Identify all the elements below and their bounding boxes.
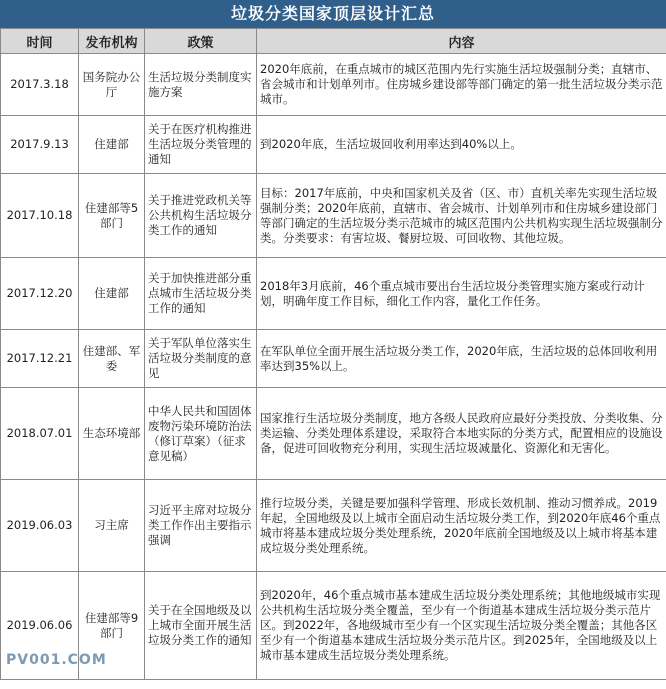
cell-time: 2017.10.18 bbox=[1, 174, 79, 258]
table-row bbox=[1, 54, 666, 116]
table-row bbox=[1, 330, 666, 388]
table-row bbox=[1, 258, 666, 330]
cell-content: 2018年3月底前，46个重点城市要出台生活垃圾分类管理实施方案或行动计划，明确年度工作目标，细化工作内容，量化工作任务。 bbox=[257, 258, 666, 330]
cell-policy: 关于加快推进部分重点城市生活垃圾分类工作的通知 bbox=[145, 258, 257, 330]
table-row bbox=[1, 174, 666, 258]
cell-time: 2017.12.21 bbox=[1, 330, 79, 388]
cell-time: 2017.9.13 bbox=[1, 116, 79, 174]
header-policy: 政策 bbox=[145, 29, 257, 54]
cell-org: 习主席 bbox=[79, 480, 145, 572]
cell-org: 住建部等9部门 bbox=[79, 572, 145, 680]
cell-policy: 习近平主席对垃圾分类工作作出主要指示强调 bbox=[145, 480, 257, 572]
cell-time: 2019.06.06 bbox=[1, 572, 79, 680]
cell-content: 国家推行生活垃圾分类制度，地方各级人民政府应最好分类投放、分类收集、分类运输、分类处理体系建设，采取符合本地实际的分类方式，配置相应的设施设备，促进可回收物充分利用，实现生活垃圾减量化、资源化和无害化。 bbox=[257, 388, 666, 480]
table-title: 垃圾分类国家顶层设计汇总 bbox=[0, 0, 666, 28]
table-row bbox=[1, 480, 666, 572]
cell-time: 2019.06.03 bbox=[1, 480, 79, 572]
cell-policy: 生活垃圾分类制度实施方案 bbox=[145, 54, 257, 116]
cell-org: 住建部 bbox=[79, 258, 145, 330]
cell-time: 2017.3.18 bbox=[1, 54, 79, 116]
cell-time: 2017.12.20 bbox=[1, 258, 79, 330]
cell-org: 住建部、军委 bbox=[79, 330, 145, 388]
header-time: 时间 bbox=[1, 29, 79, 54]
header-org: 发布机构 bbox=[79, 29, 145, 54]
cell-policy: 关于在全国地级及以上城市全面开展生活垃圾分类工作的通知 bbox=[145, 572, 257, 680]
cell-time: 2018.07.01 bbox=[1, 388, 79, 480]
policy-table bbox=[0, 28, 666, 680]
cell-content: 目标：2017年底前，中央和国家机关及省（区、市）直机关率先实现生活垃圾强制分类；2020年底前，直辖市、省会城市、计划单列市和住房城乡建设部门等部门确定的生活垃圾分类示范城市的城区范围内公共机构实现生活垃圾强制分类。分类要求：有害垃圾、餐厨垃圾、可回收物、其他垃圾。 bbox=[257, 174, 666, 258]
table-row bbox=[1, 388, 666, 480]
table-row bbox=[1, 116, 666, 174]
cell-content: 到2020年底，生活垃圾回收利用率达到40%以上。 bbox=[257, 116, 666, 174]
cell-org: 国务院办公厅 bbox=[79, 54, 145, 116]
cell-policy: 关于军队单位落实生活垃圾分类制度的意见 bbox=[145, 330, 257, 388]
cell-content: 2020年底前，在重点城市的城区范围内先行实施生活垃圾强制分类；直辖市、省会城市和计划单列市。住房城乡建设部等部门确定的第一批生活垃圾分类示范城市。 bbox=[257, 54, 666, 116]
cell-policy: 中华人民共和国固体废物污染环境防治法（修订草案）（征求意见稿） bbox=[145, 388, 257, 480]
header-content: 内容 bbox=[257, 29, 666, 54]
cell-policy: 关于推进党政机关等公共机构生活垃圾分类工作的通知 bbox=[145, 174, 257, 258]
cell-org: 住建部 bbox=[79, 116, 145, 174]
header-row bbox=[1, 29, 666, 54]
cell-org: 住建部等5部门 bbox=[79, 174, 145, 258]
cell-content: 推行垃圾分类，关键是要加强科学管理、形成长效机制、推动习惯养成。2019年起，全国地级及以上城市全面启动生活垃圾分类工作，到2020年底46个重点城市将基本建成垃圾分类处理系统，2020年底前全国地级及以上城市将基本建成垃圾分类处理系统。 bbox=[257, 480, 666, 572]
watermark: PV001.COM bbox=[6, 652, 107, 668]
cell-org: 生态环境部 bbox=[79, 388, 145, 480]
cell-content: 在军队单位全面开展生活垃圾分类工作，2020年底，生活垃圾的总体回收利用率达到35%以上。 bbox=[257, 330, 666, 388]
cell-policy: 关于在医疗机构推进生活垃圾分类管理的通知 bbox=[145, 116, 257, 174]
cell-content: 到2020年，46个重点城市基本建成生活垃圾分类处理系统；其他地级城市实现公共机构生活垃圾分类全覆盖，至少有一个街道基本建成生活垃圾分类示范片区。到2022年，各地级城市至少有一个区实现生活垃圾分类全覆盖；其他各区至少有一个街道基本建成生活垃圾分类示范片区。到2025年，全国地级及以上城市基本建成生活垃圾分类处理系统。 bbox=[257, 572, 666, 680]
